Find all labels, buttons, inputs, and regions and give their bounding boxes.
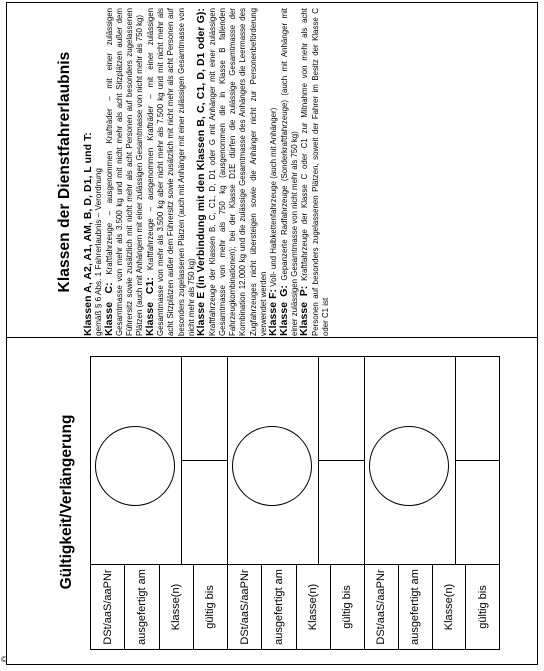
- validity-entry: [365, 357, 499, 649]
- class-c1-label: Klasse C1:: [144, 277, 156, 336]
- label-issued: ausgefertigt am: [399, 565, 433, 649]
- class-c1-text: Kraftfahrzeuge – ausgenommen Krafträder – mit einer zulässigen Gesamtmasse von mehr als 3.500 kg aber nicht mehr als 7.500 kg und mit nicht mehr als acht Sitzplätzen außer dem Führersitz sowie zusätzlich mit nicht mehr als acht Personen auf besonders zugelassenen Plätzen (auch mit Anhänger mit einer zulässigen Gesamtmasse von nicht mehr als 750 kg): [145, 7, 196, 336]
- stamp-circle: [95, 426, 175, 506]
- validity-grid: [90, 356, 500, 650]
- class-g-text: Gepanzerte Radfahrzeuge (Sonderkraftfahrzeuge) (auch mit Anhänger mit einer zulässigen Gesamtmasse von nicht mehr als 750 kg): [279, 8, 299, 336]
- label-classes: Klasse(n): [160, 565, 194, 649]
- stamp-circle: [232, 426, 312, 506]
- class-c-label: Klasse C:: [103, 282, 115, 336]
- class-p-label: Klasse P:: [299, 285, 311, 336]
- label-valid: gültig bis: [341, 585, 354, 629]
- stamp-area: [91, 357, 182, 564]
- label-valid: gültig bis: [204, 585, 217, 629]
- class-e-text: Kraftfahrzeuge der Klassen B, C, C1, D, D1 oder G mit Anhänger mit einer zulässigen Gesamtmasse von mehr als 750 kg (ausgenommen die in Klasse B fallenden Fahrzeugkombinationen); bei der Klasse D1E dürfen die zulässige Gesamtmasse der Kombination 12.000 kg und die zulässige Gesamtmasse des Anhängers die Leermasse des Zugfahrzeuges nicht übersteigen sowie die Anhänger nicht zur Personenbeförderung verwendet werden: [207, 8, 269, 336]
- label-office: DSt/aaS/aaPNr: [228, 565, 262, 649]
- class-e-label: Klasse E (in Verbindung mit den Klassen B, C, C1, D, D1 oder G):: [196, 8, 208, 336]
- signature-cell: [456, 460, 499, 564]
- validity-entry: [228, 357, 365, 649]
- panel-title: Klassen der Dienstfahrerlaubnis: [56, 51, 73, 293]
- validity-panel: [56, 342, 532, 662]
- signature-cells: [456, 357, 499, 564]
- stamp-area: [228, 357, 319, 564]
- entry-fields: [91, 357, 227, 564]
- label-issued: ausgefertigt am: [125, 565, 159, 649]
- signature-cell: [182, 357, 227, 460]
- signature-cell: [319, 357, 364, 460]
- signature-cells: [319, 357, 364, 564]
- entry-labels: [91, 564, 227, 649]
- stamp-area: [365, 357, 456, 564]
- class-c-text: Kraftfahrzeuge – ausgenommen Krafträder – mit einer zulässigen Gesamtmasse von mehr als 3.500 kg und mit nicht mehr als acht Sitzplätzen außer dem Führersitz sowie zusätzlich mit nicht mehr als acht Personen auf besonders zugelassenen Plätzen (auch mit Anhängern mit einer zulässigen Gesamtmasse von nicht mehr als 750 kg): [104, 8, 145, 336]
- signature-cell: [319, 460, 364, 564]
- entry-fields: [365, 357, 499, 564]
- class-f-text: Voll- und Halbkettenfahrzeuge (auch mit Anhänger): [269, 107, 279, 287]
- label-office: DSt/aaS/aaPNr: [91, 565, 125, 649]
- fold-line: [6, 337, 538, 338]
- label-valid: gültig bis: [476, 585, 489, 629]
- entry-labels: [228, 564, 364, 649]
- intro-reference: gemäß § 6 Abs. 1 Fahrerlaubnis – Verordnung: [94, 168, 104, 336]
- entry-labels: [365, 564, 499, 649]
- signature-cells: [182, 357, 227, 564]
- label-classes: Klasse(n): [297, 565, 331, 649]
- class-description-panel: [56, 8, 532, 336]
- corner-mark: ©: [1, 655, 7, 664]
- intro-classes: Klassen A, A2, A1, AM, B, D, D1, L und T:: [83, 132, 94, 336]
- validity-entry: [91, 357, 228, 649]
- label-classes: Klasse(n): [433, 565, 467, 649]
- class-f-label: Klasse F:: [268, 288, 280, 336]
- entry-fields: [228, 357, 364, 564]
- class-p-text: Kraftfahrzeuge der Klasse C oder C1 zur Mitnahme von mehr als acht Personen auf besonders zugelassenen Plätzen, soweit der Fahrer im Besitz der Klasse C oder C1 ist: [300, 8, 330, 336]
- label-office: DSt/aaS/aaPNr: [365, 565, 399, 649]
- stamp-circle: [369, 426, 449, 506]
- class-g-label: Klasse G:: [278, 285, 290, 336]
- class-descriptions: [84, 8, 331, 336]
- signature-cell: [182, 460, 227, 564]
- label-issued: ausgefertigt am: [262, 565, 296, 649]
- signature-cell: [456, 357, 499, 460]
- validity-title: Gültigkeit/Verlängerung: [58, 414, 75, 590]
